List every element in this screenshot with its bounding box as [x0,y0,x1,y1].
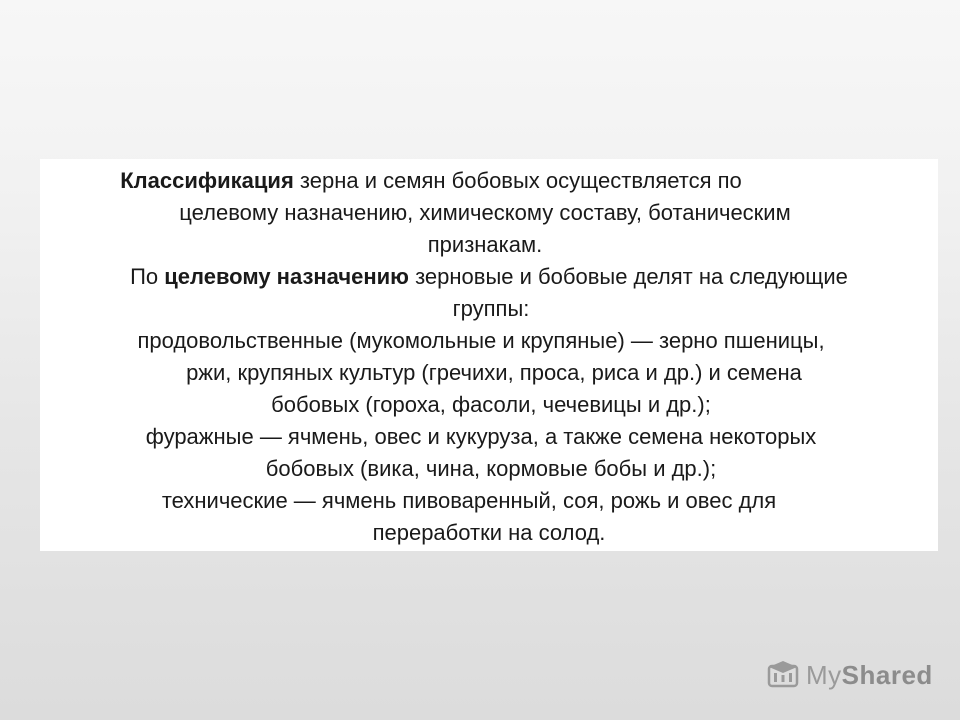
term-purpose: целевому назначению [164,264,409,289]
paragraph-1-line-1 [0,165,880,197]
paragraph-2-line-1 [40,261,938,293]
paragraph-5-line-2: переработки на солод. [372,520,606,545]
paragraph-3-line-2: ржи, крупяных культур (гречихи, проса, риса и др.) и семена [186,360,802,385]
paragraph-3-line-1: продовольственные (мукомольные и крупяные) — зерно пшеницы, [137,328,825,353]
watermark-brand [806,660,933,691]
text-box [40,159,938,551]
paragraph-3-line-3: бобовых (гороха, фасоли, чечевицы и др.); [271,392,711,417]
paragraph-4-line-1: фуражные — ячмень, овес и кукуруза, а также семена некоторых [145,424,817,449]
term-classification: Классификация [120,168,294,193]
watermark [766,655,933,695]
mortarboard-icon [766,658,800,692]
watermark-brand-suffix: Shared [841,659,933,690]
paragraph-1-line-3: признакам. [427,232,543,257]
paragraph-1-line-2: целевому назначению, химическому составу, ботаническим [179,200,791,225]
paragraph-5-line-1: технические — ячмень пивоваренный, соя, рожь и овес для [161,488,777,513]
paragraph-4-line-2: бобовых (вика, чина, кормовые бобы и др.); [265,456,717,481]
paragraph-2-line-1-text: зерновые и бобовые делят на следующие [408,264,848,289]
watermark-brand-prefix: My [806,659,842,690]
paragraph-2-line-2: группы: [452,296,530,321]
paragraph-1-line-1-text: зерна и семян бобовых осуществляется по [293,168,742,193]
paragraph-2-prefix: По [130,264,165,289]
